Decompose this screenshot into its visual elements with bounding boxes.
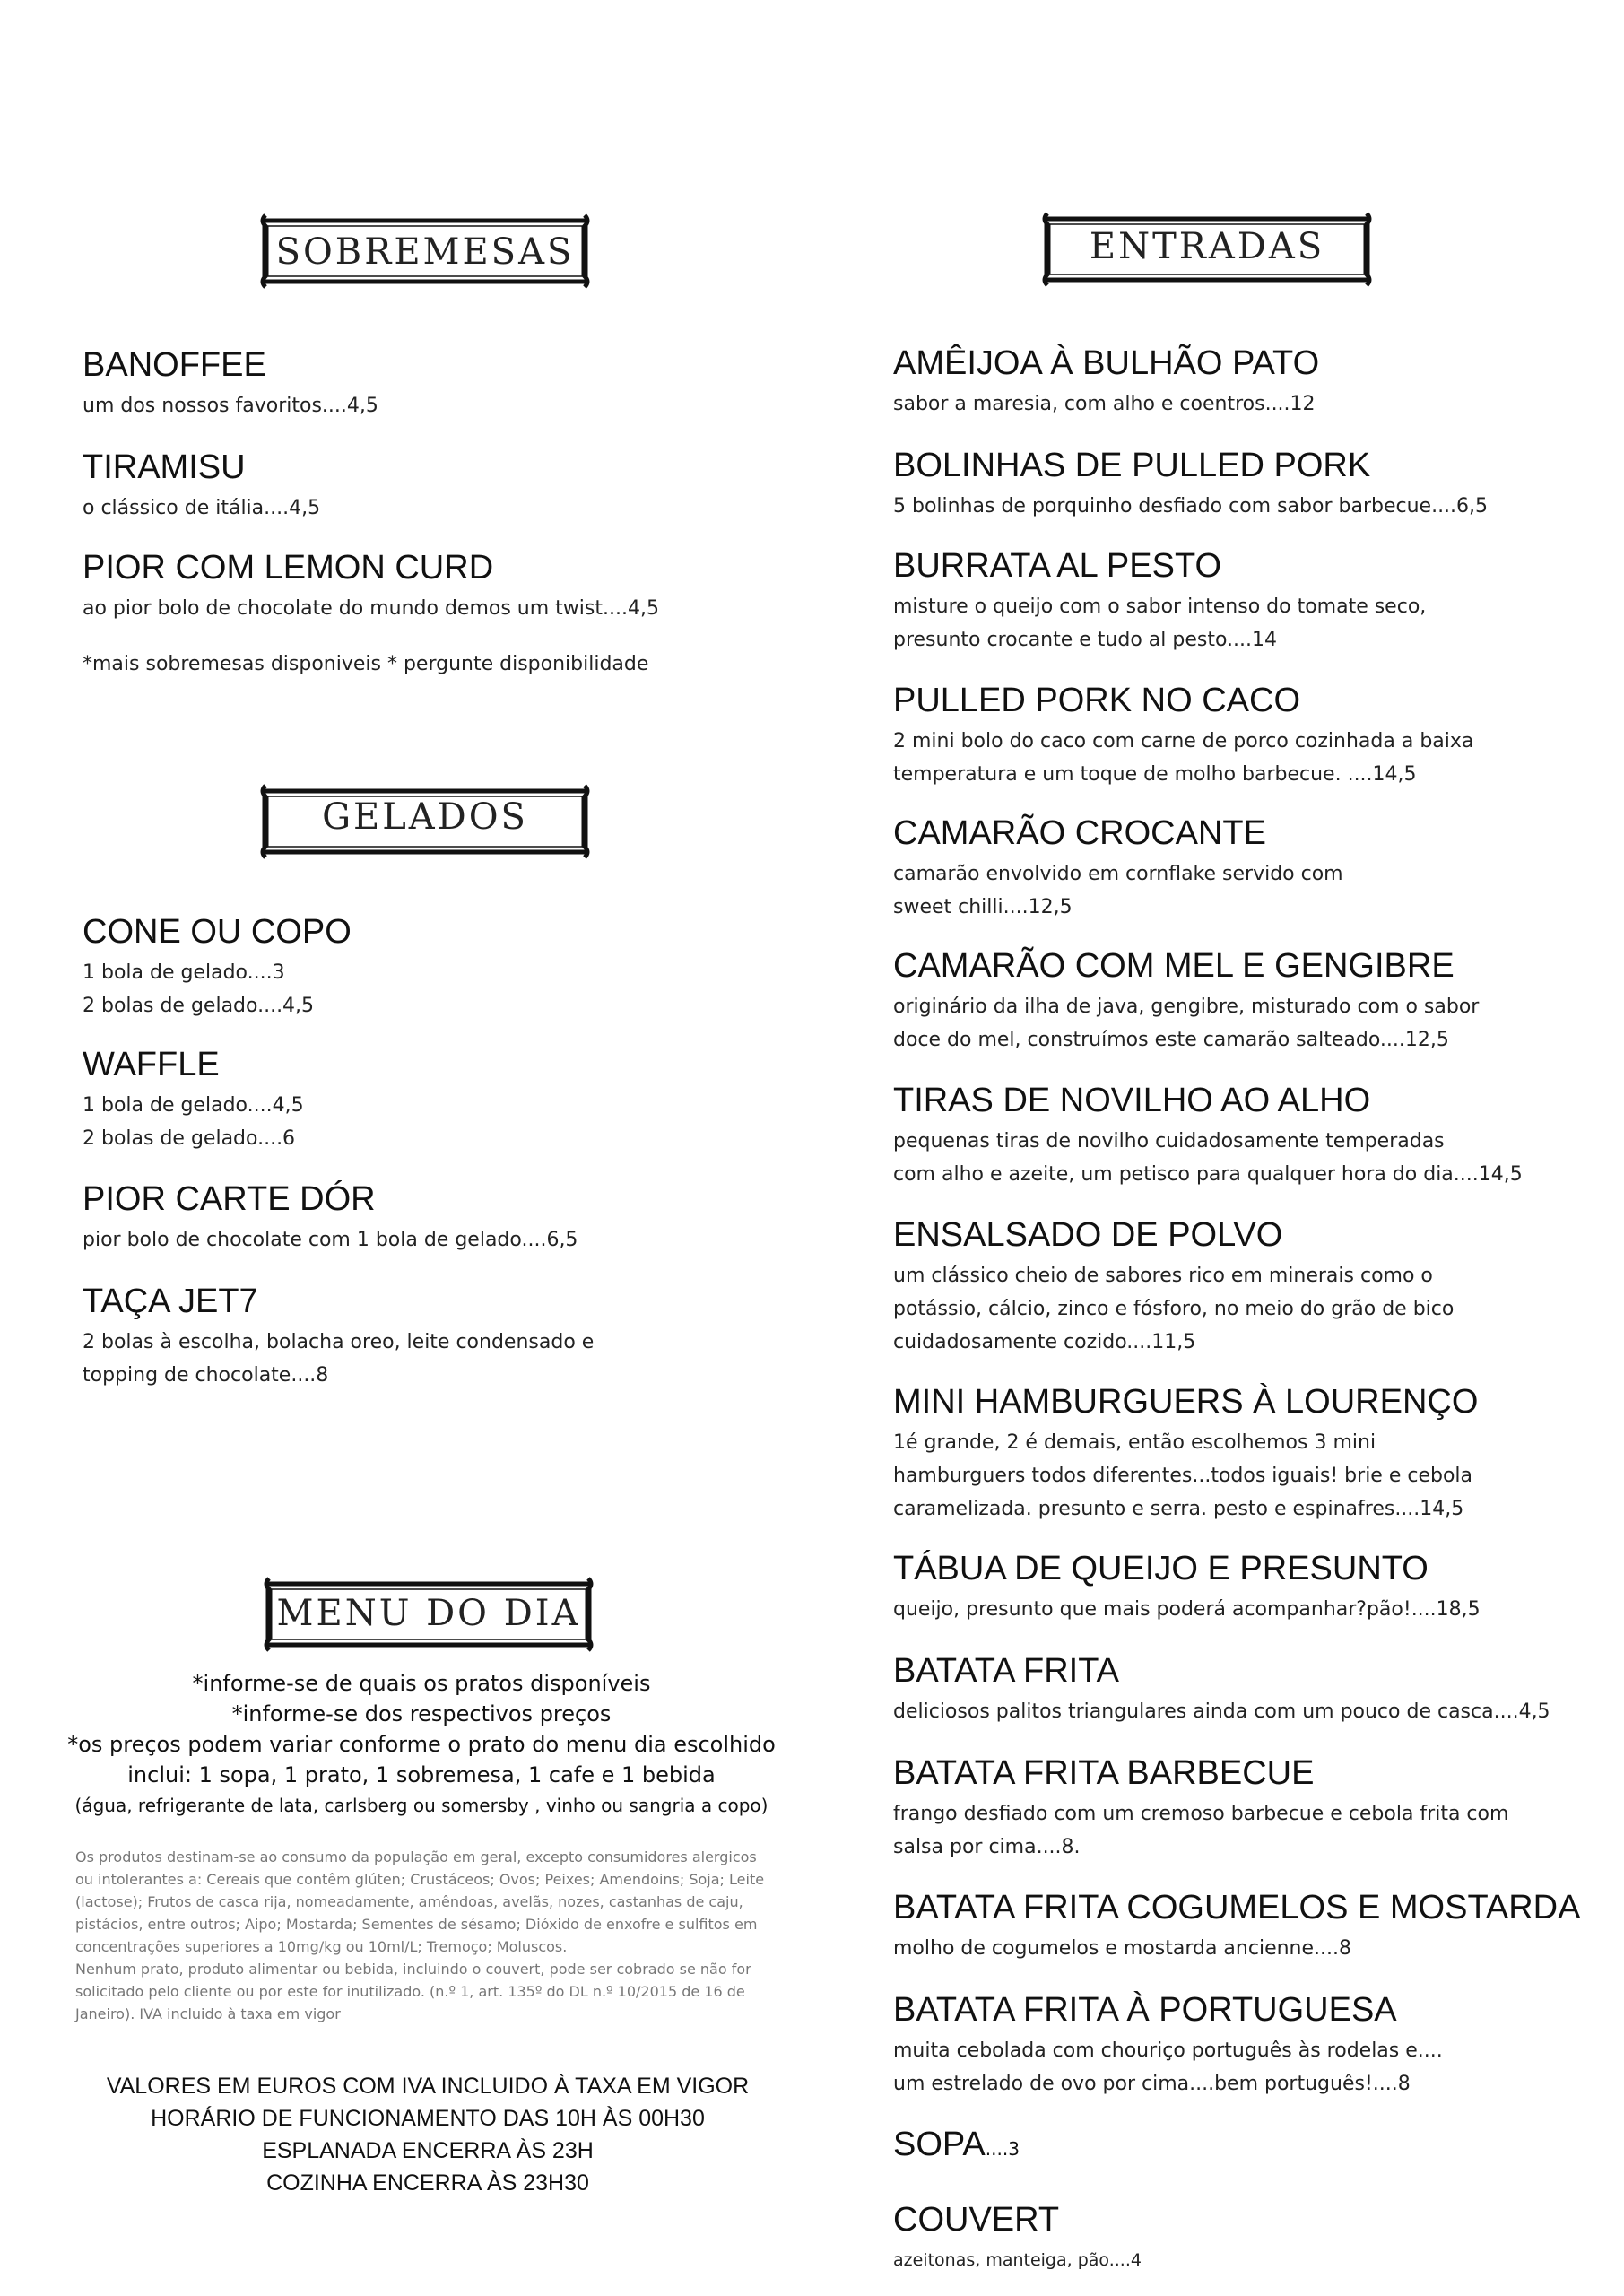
item-desc: 2 bolas à escolha, bolacha oreo, leite condensado e topping de chocolate....8 bbox=[83, 1331, 595, 1387]
menu-item bbox=[893, 1650, 1550, 1728]
item-name: TÁBUA DE QUEIJO E PRESUNTO bbox=[893, 1550, 1429, 1587]
item-desc: 1 bola de gelado....3 2 bolas de gelado....4,5 bbox=[83, 961, 315, 1017]
menu-item bbox=[83, 447, 320, 525]
item-desc: pequenas tiras de novilho cuidadosamente temperadas com alho e azeite, um petisco para qualquer hora do dia....14,5 bbox=[893, 1130, 1523, 1186]
footer-line: VALORES EM EUROS COM IVA INCLUIDO À TAXA EM VIGOR bbox=[106, 2074, 750, 2099]
menu-item bbox=[893, 1548, 1481, 1626]
item-desc: um clássico cheio de sabores rico em minerais como o potássio, cálcio, zinco e fósforo, no meio do grão de bico cuidadosamente cozido....11,5 bbox=[893, 1265, 1455, 1353]
item-name: PULLED PORK NO CACO bbox=[893, 682, 1300, 719]
menu-do-dia-info bbox=[36, 1668, 807, 1821]
item-desc: deliciosos palitos triangulares ainda com um pouco de casca....4,5 bbox=[893, 1700, 1550, 1723]
item-desc: ao pior bolo de chocolate do mundo demos um twist....4,5 bbox=[83, 597, 659, 620]
menu-item bbox=[83, 344, 378, 422]
item-desc: azeitonas, manteiga, pão....4 bbox=[893, 2250, 1142, 2270]
item-desc: 2 mini bolo do caco com carne de porco cozinhada a baixa temperatura e um toque de molho barbecue. ....14,5 bbox=[893, 730, 1474, 786]
item-desc: originário da ilha de java, gengibre, misturado com o sabor doce do mel, construímos este camarão salteado....12,5 bbox=[893, 996, 1480, 1051]
item-name-text: SOPA bbox=[893, 2126, 986, 2163]
menu-item bbox=[893, 545, 1426, 657]
item-desc: muita cebolada com chouriço português às rodelas e.... um estrelado de ovo por cima....bem português!....8 bbox=[893, 2039, 1443, 2095]
menu-item bbox=[893, 1752, 1508, 1864]
info-line: *os preços podem variar conforme o prato do menu dia escolhido bbox=[67, 1732, 776, 1757]
section-title: ENTRADAS bbox=[1089, 226, 1325, 267]
sobremesas-note: *mais sobremesas disponiveis * pergunte disponibilidade bbox=[83, 653, 649, 675]
item-desc: um dos nossos favoritos....4,5 bbox=[83, 395, 378, 417]
menu-item bbox=[893, 813, 1343, 924]
opening-hours-footer bbox=[83, 2070, 773, 2199]
info-line: *informe-se dos respectivos preços bbox=[231, 1701, 612, 1726]
item-desc: 1é grande, 2 é demais, então escolhemos 3 mini hamburguers todos diferentes...todos iguais! brie e cebola caramelizada. presunto e serra. pesto e espinafres....14,5 bbox=[893, 1431, 1473, 1520]
item-name: WAFFLE bbox=[83, 1046, 220, 1083]
item-desc: frango desfiado com um cremoso barbecue e cebola frita com salsa por cima....8. bbox=[893, 1803, 1509, 1858]
item-name: TIRAS DE NOVILHO AO ALHO bbox=[893, 1082, 1371, 1119]
item-name: MINI HAMBURGUERS À LOURENÇO bbox=[893, 1383, 1479, 1421]
footer-line: HORÁRIO DE FUNCIONAMENTO DAS 10H ÀS 00H30 bbox=[151, 2106, 705, 2131]
footer-line: COZINHA ENCERRA ÀS 23H30 bbox=[266, 2170, 589, 2196]
item-desc: 1 bola de gelado....4,5 2 bolas de gelado....6 bbox=[83, 1094, 304, 1150]
menu-item bbox=[83, 547, 659, 625]
item-name: BANOFFEE bbox=[83, 346, 266, 384]
item-desc: queijo, presunto que mais poderá acompanhar?pão!....18,5 bbox=[893, 1598, 1481, 1621]
item-price: ....3 bbox=[985, 2138, 1020, 2160]
footer-line: ESPLANADA ENCERRA ÀS 23H bbox=[262, 2138, 594, 2163]
menu-item bbox=[893, 945, 1479, 1057]
item-name: TAÇA JET7 bbox=[83, 1283, 258, 1320]
item-name bbox=[893, 2124, 1020, 2170]
item-name: CAMARÃO COM MEL E GENGIBRE bbox=[893, 947, 1455, 985]
item-desc: sabor a maresia, com alho e coentros....12 bbox=[893, 393, 1316, 415]
menu-item bbox=[893, 1080, 1523, 1191]
item-name: CAMARÃO CROCANTE bbox=[893, 814, 1266, 852]
item-name: BATATA FRITA COGUMELOS E MOSTARDA bbox=[893, 1889, 1581, 1926]
menu-item bbox=[893, 1989, 1443, 2100]
sobremesas-banner bbox=[256, 208, 594, 294]
section-title: SOBREMESAS bbox=[275, 231, 575, 273]
menu-item bbox=[893, 445, 1488, 523]
entradas-banner bbox=[1038, 206, 1376, 292]
info-line: *informe-se de quais os pratos disponíveis bbox=[192, 1671, 651, 1696]
item-name: BATATA FRITA BARBECUE bbox=[893, 1754, 1315, 1792]
item-desc: 5 bolinhas de porquinho desfiado com sabor barbecue....6,5 bbox=[893, 495, 1489, 517]
item-name: BATATA FRITA À PORTUGUESA bbox=[893, 1991, 1397, 2029]
menu-item bbox=[893, 2124, 1020, 2170]
menu-item bbox=[893, 1887, 1580, 1965]
item-name: PIOR COM LEMON CURD bbox=[83, 549, 494, 587]
menu-item bbox=[893, 1214, 1454, 1359]
item-name: ENSALSADO DE POLVO bbox=[893, 1216, 1283, 1254]
item-name: COUVERT bbox=[893, 2201, 1060, 2239]
menu-do-dia-banner bbox=[260, 1571, 597, 1657]
menu-item bbox=[893, 343, 1319, 421]
item-desc: o clássico de itália....4,5 bbox=[83, 497, 321, 519]
item-name: BOLINHAS DE PULLED PORK bbox=[893, 447, 1371, 484]
item-desc: misture o queijo com o sabor intenso do tomate seco, presunto crocante e tudo al pesto....14 bbox=[893, 596, 1427, 651]
menu-item bbox=[893, 2199, 1142, 2277]
item-name: TIRAMISU bbox=[83, 448, 246, 486]
item-name: CONE OU COPO bbox=[83, 913, 352, 951]
item-desc: camarão envolvido em cornflake servido com sweet chilli....12,5 bbox=[893, 863, 1343, 918]
menu-item bbox=[83, 911, 352, 1022]
item-name: BATATA FRITA bbox=[893, 1652, 1119, 1690]
item-name: PIOR CARTE DÓR bbox=[83, 1180, 376, 1218]
menu-item bbox=[893, 1381, 1478, 1526]
menu-item bbox=[83, 1281, 594, 1392]
menu-item bbox=[893, 680, 1473, 791]
item-name: AMÊIJOA À BULHÃO PATO bbox=[893, 344, 1320, 382]
info-line: (água, refrigerante de lata, carlsberg ou somersby , vinho ou sangria a copo) bbox=[74, 1795, 769, 1816]
allergen-notice: Os produtos destinam-se ao consumo da população em geral, excepto consumidores alergicos ou intolerantes a: Cereais que contêm glúten; Crustáceos; Ovos; Peixes; Amendoins; Soja; Leite (lactose); Frutos de casca rija, nomeadamente, amêndoas, avelãs, nozes, castanhas de caju, pistácios, entre outros; Aipo; Mostarda; Sementes de sésamo; Dióxido de enxofre e sulfitos em concentrações superiores a 10mg/kg ou 10ml/L; Tremoço; Moluscos. Nenhum prato, produto alimentar ou bebida, incluindo o couvert, pode ser cobrado se não for solicitado pelo cliente ou por este for inutilizado. (n.º 1, art. 135º do DL n.º 10/2015 de 16 de Janeiro). IVA incluido à taxa em vigor bbox=[75, 1848, 765, 2022]
menu-item bbox=[83, 1044, 304, 1155]
section-title: GELADOS bbox=[322, 796, 528, 838]
menu-item bbox=[83, 1178, 578, 1257]
gelados-banner bbox=[256, 778, 594, 865]
info-line: inclui: 1 sopa, 1 prato, 1 sobremesa, 1 cafe e 1 bebida bbox=[127, 1762, 716, 1787]
item-name: BURRATA AL PESTO bbox=[893, 547, 1222, 585]
section-title: MENU DO DIA bbox=[276, 1593, 581, 1634]
item-desc: molho de cogumelos e mostarda ancienne....8 bbox=[893, 1937, 1351, 1960]
item-desc: pior bolo de chocolate com 1 bola de gelado....6,5 bbox=[83, 1229, 578, 1251]
